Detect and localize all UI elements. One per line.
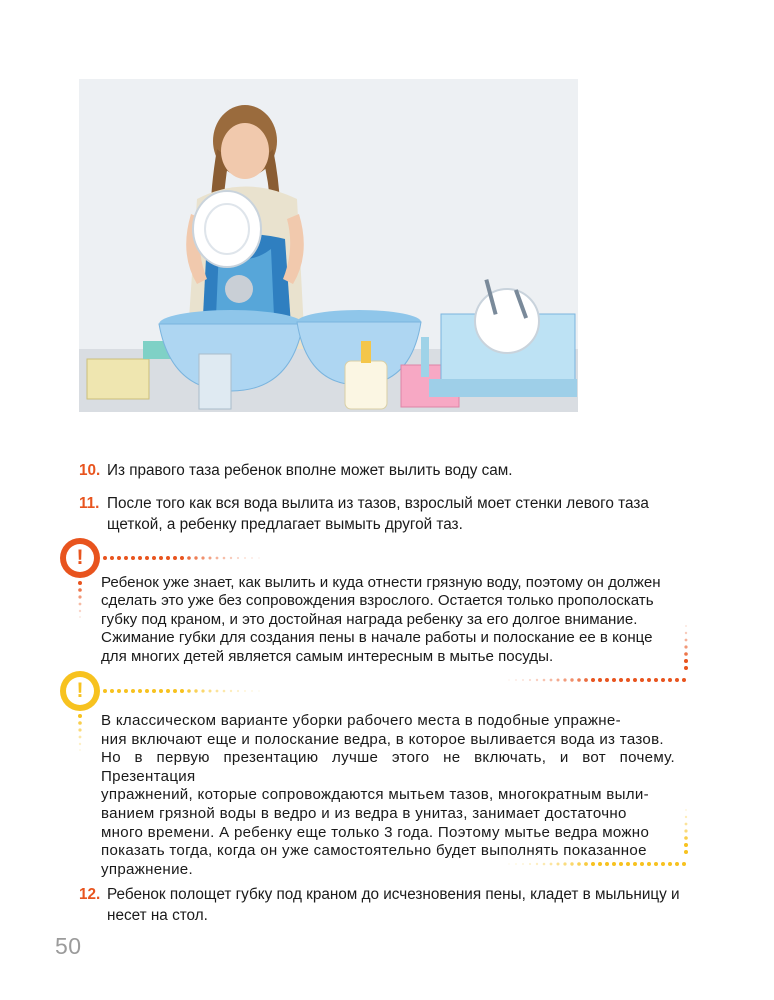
step-text: Из правого таза ребенок вполне может вылить воду сам. <box>107 462 513 479</box>
step-number: 11. <box>79 495 100 512</box>
note-orange-text: Ребенок уже знает, как вылить и куда отнести грязную воду, поэтому он должен сделать это уже без сопровождения взрослого. Остается только прополоскать губку под краном, и это достойная награда ребенку за его долгое внимание. Сжимание губки для создания пены в начале работы и полоскание ее в конце для многих детей является самым интересным в мытье посуды. <box>101 574 661 665</box>
dotted-border-right <box>683 806 689 858</box>
photo-girl-washing-dishes <box>79 79 578 412</box>
dotted-border-right <box>683 622 689 674</box>
step-text: После того как вся вода вылита из тазов, взрослый моет стенки левого таза щеткой, а ребенку предлагает вымыть другой таз. <box>107 495 649 533</box>
note-yellow-text: В классическом варианте уборки рабочего места в подобные упражне- ния включают еще и полоскание ведра, в которое выливается вода из тазов. Но в первую презентацию лучше этого не включать, и вот почему. Презентация упражнений, которые сопровождаются мытьем тазов, многократным выли- ванием грязной воды в ведро и из ведра в унитаз, занимает достаточно много времени. А ребенку еще только 3 года. Поэтому мытье ведра можно показать тогда, когда он уже самостоятельно будет выполнять показанное упражнение. <box>101 712 675 878</box>
page-number: 50 <box>55 933 82 959</box>
exclamation-icon-yellow: ! <box>60 671 100 711</box>
dotted-border-left <box>77 713 83 753</box>
step-12 <box>79 884 699 926</box>
step-11 <box>79 493 699 535</box>
step-text: Ребенок полощет губку под краном до исчезновения пены, кладет в мыльницу и несет на стол. <box>107 886 680 924</box>
step-number: 12. <box>79 886 101 903</box>
dotted-border-top <box>102 688 272 694</box>
step-number: 10. <box>79 462 101 479</box>
exclamation-icon-orange: ! <box>60 538 100 578</box>
dotted-border-top <box>102 555 272 561</box>
step-10 <box>79 460 699 481</box>
dotted-border-bottom <box>505 861 689 867</box>
dotted-border-left <box>77 580 83 620</box>
dotted-border-bottom <box>505 677 689 683</box>
